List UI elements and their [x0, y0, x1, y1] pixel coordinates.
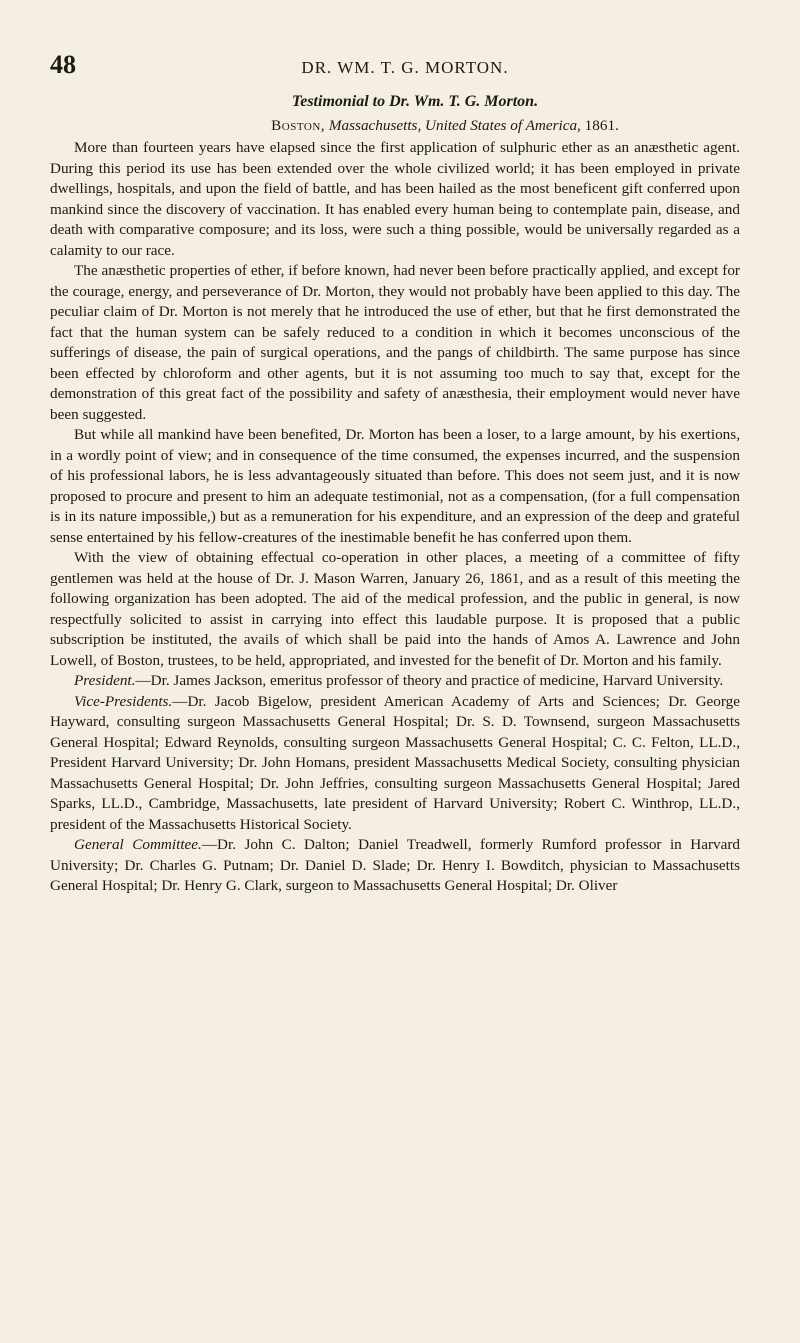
paragraph: The anæsthetic properties of ether, if before known, had never been before practically applied, and except for the courage, energy, and perseverance of Dr. Morton, they would not probably have been applied to this day. The peculiar claim of Dr. Morton is not merely that he introduced the use of ether, but that he first demonstrated the fact that the human system can be safely reduced to a condition in which it becomes unconscious of the sufferings of disease, the pain of surgical operations, and the pangs of childbirth. The same purpose has since been effected by chloroform and other agents, but it is not assuming too much to say that, except for the demonstration of this great fact of the possibility and safety of anæsthesia, their employment would never have been suggested. — [50, 262, 740, 423]
page-header — [50, 50, 740, 80]
officer-text: —Dr. James Jackson, emeritus professor of theory and practice of medicine, Harvard University. — [135, 672, 724, 689]
paragraph: With the view of obtaining effectual co-operation in other places, a meeting of a committee of fifty gentlemen was held at the house of Dr. J. Mason Warren, January 26, 1861, and as a result of this meeting the following organization has been adopted. The aid of the medical profession, and the public in general, is now respectfully solicited to assist in carrying into effect this laudable purpose. It is proposed that a public subscription be instituted, the avails of which shall be paid into the hands of Amos A. Lawrence and John Lowell, of Boston, trustees, to be held, appropriated, and invested for the benefit of Dr. Morton and his family. — [50, 549, 740, 669]
officers-president — [50, 671, 740, 692]
testimonial-title: Testimonial to Dr. Wm. T. G. Morton. — [291, 93, 539, 110]
dateline-location: Massachusetts, United States of America, — [328, 116, 581, 134]
page-body — [50, 92, 740, 897]
paragraph: But while all mankind have been benefited, Dr. Morton has been a loser, to a large amount, by his exertions, in a wordly point of view; and in consequence of the time consumed, the expenses incurred, and the suspension of his professional labors, he is less advantageously situated than before. This does not seem just, and it is now proposed to procure and present to him an adequate testimonial, not as a compensation, (for a full compensation is in its nature impossible,) but as a remuneration for his expenditure, and an expression of the deep and grateful sense entertained by his fellow-creatures of the inestimable benefit he has conferred upon them. — [50, 426, 740, 546]
page-number: 48 — [50, 50, 76, 79]
paragraph: More than fourteen years have elapsed since the first application of sulphuric ether as an anæsthetic agent. During this period its use has been extended over the whole civilized world; it has been employed in private dwellings, hospitals, and upon the field of battle, and has been hailed as the most beneficent gift conferred upon mankind since the discovery of vaccination. It has enabled every human being to contemplate pain, disease, and death with comparative composure; and its loss, were such a thing possible, would be universally regarded as a calamity to our race. — [50, 139, 740, 259]
officers-vice-presidents — [50, 692, 740, 836]
officers-general-committee — [50, 835, 740, 897]
dateline — [50, 116, 740, 137]
dateline-place: Boston, — [271, 116, 326, 134]
running-head: DR. WM. T. G. MORTON. — [301, 58, 509, 77]
officer-label: General Committee. — [74, 836, 202, 853]
officer-label: President. — [74, 672, 136, 689]
officer-text: —Dr. Jacob Bigelow, president American Academy of Arts and Sciences; Dr. George Hayward, consulting surgeon Massachusetts General Hospital; Dr. S. D. Townsend, surgeon Massachusetts General Hospital; Edward Reynolds, consulting surgeon Massachusetts General Hospital; C. C. Felton, LL.D., President Harvard University; Dr. John Homans, president Massachusetts Medical Society, consulting physician Massachusetts General Hospital; Dr. John Jeffries, consulting surgeon Massachusetts General Hospital; Jared Sparks, LL.D., Cambridge, Massachusetts, late president of Harvard University; Robert C. Winthrop, LL.D., president of the Massachusetts Historical Society. — [50, 692, 740, 833]
officer-label: Vice-Presidents. — [74, 692, 173, 710]
officer-text: —Dr. John C. Dalton; Daniel Treadwell, formerly Rumford professor in Harvard University; Dr. Charles G. Putnam; Dr. Daniel D. Slade; Dr. Henry I. Bowditch, physician to Massachusetts General Hospital; Dr. Henry G. Clark, surgeon to Massachusetts General Hospital; Dr. Oliver — [50, 836, 740, 894]
dateline-year: 1861. — [584, 116, 619, 134]
